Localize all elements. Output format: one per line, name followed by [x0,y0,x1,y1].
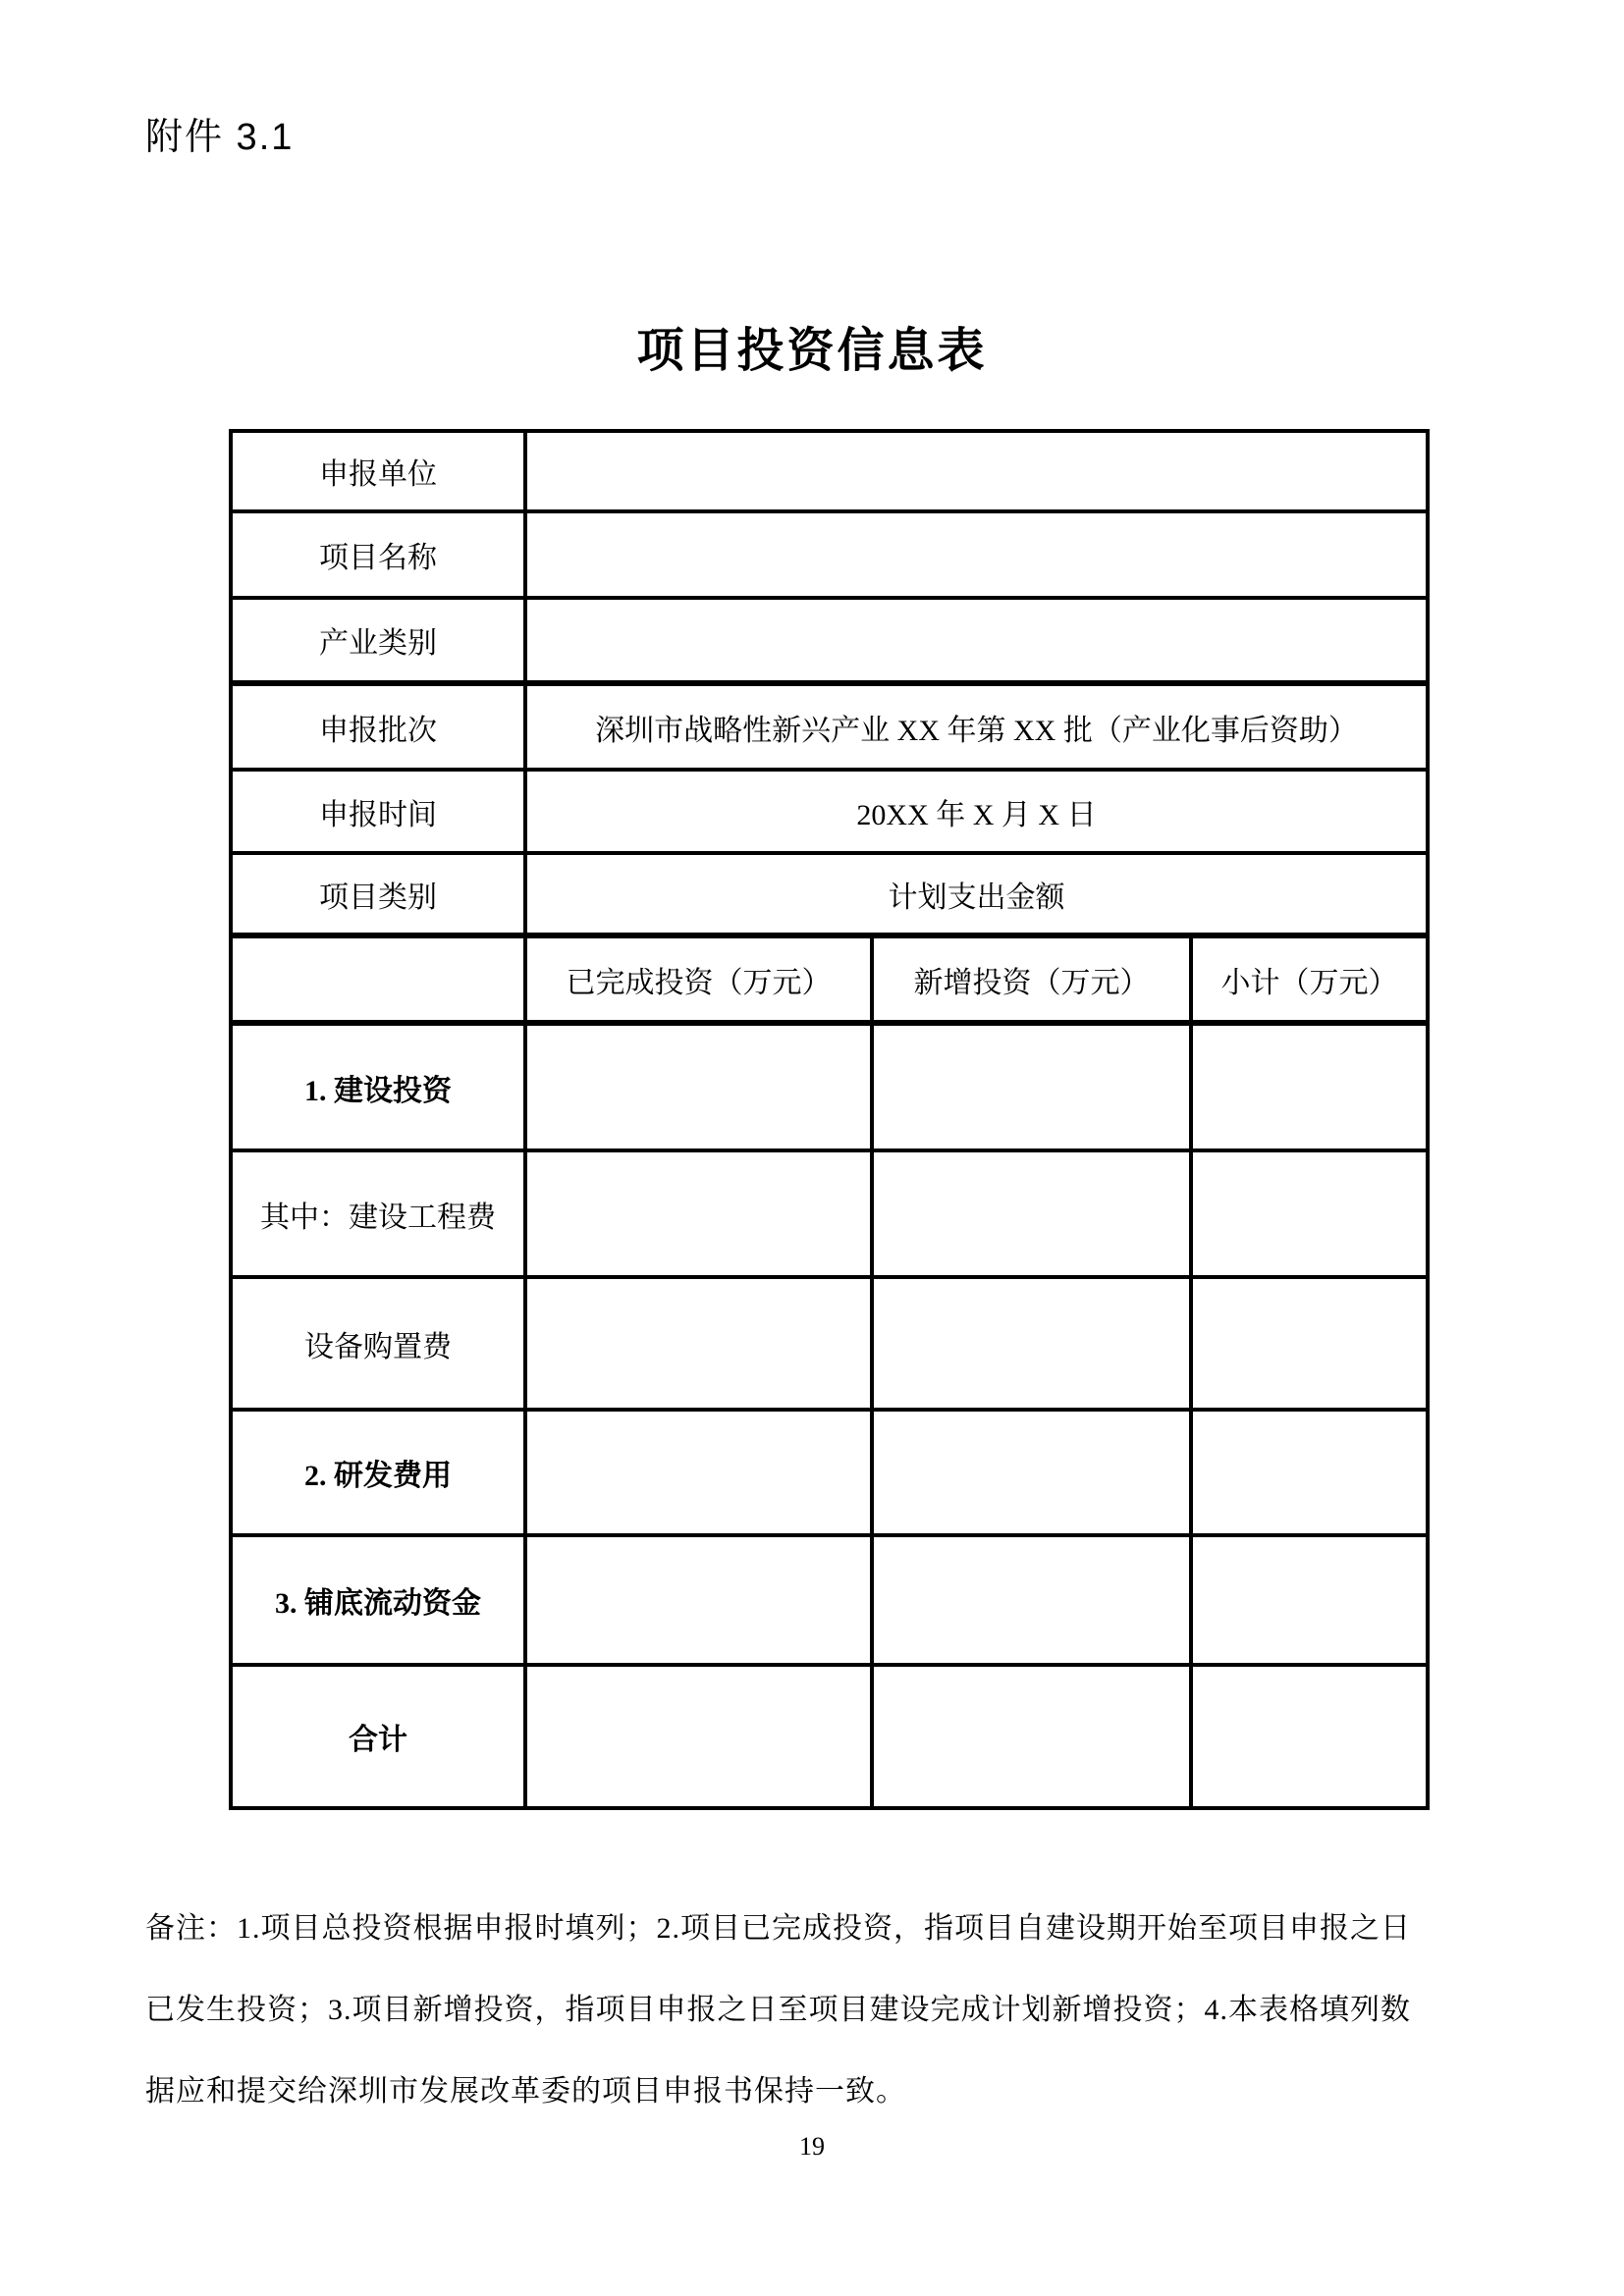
field-label-project-name: 项目名称 [231,511,525,598]
page-number: 19 [799,2132,825,2161]
field-value-declaration-time: 20XX 年 X 月 X 日 [525,770,1428,853]
cell-equipment-subtotal [1191,1277,1428,1410]
cell-equipment-new [872,1277,1191,1410]
field-label-declaring-unit: 申报单位 [231,431,525,511]
attachment-label: 附件 3.1 [145,117,295,158]
row-label-construction-engineering-fee: 其中：建设工程费 [231,1150,525,1277]
field-value-declaring-unit [525,431,1428,511]
cell-engineering-completed [525,1150,872,1277]
table-row [231,1277,1428,1410]
cell-working-capital-completed [525,1535,872,1665]
field-value-declaration-batch: 深圳市战略性新兴产业 XX 年第 XX 批（产业化事后资助） [525,683,1428,770]
field-value-project-name [525,511,1428,598]
field-value-project-category: 计划支出金额 [525,853,1428,935]
cell-construction-new [872,1023,1191,1150]
table-row [231,1410,1428,1535]
cell-engineering-new [872,1150,1191,1277]
column-header-new-investment: 新增投资（万元） [872,935,1191,1023]
table-row [231,431,1428,511]
table-row [231,511,1428,598]
page-title: 项目投资信息表 [636,325,988,377]
field-label-declaration-batch: 申报批次 [231,683,525,770]
column-header-subtotal: 小计（万元） [1191,935,1428,1023]
cell-working-capital-new [872,1535,1191,1665]
cell-rd-new [872,1410,1191,1535]
table-row [231,853,1428,935]
row-label-initial-working-capital: 3. 铺底流动资金 [231,1535,525,1665]
cell-construction-completed [525,1023,872,1150]
row-label-equipment-purchase-fee: 设备购置费 [231,1277,525,1410]
table-row [231,770,1428,853]
table-row [231,1023,1428,1150]
table-row [231,683,1428,770]
remarks-line-3: 据应和提交给深圳市发展改革委的项目申报书保持一致。 [145,2075,906,2108]
cell-construction-subtotal [1191,1023,1428,1150]
cell-engineering-subtotal [1191,1150,1428,1277]
remarks-block [145,1888,1451,2132]
cell-working-capital-subtotal [1191,1535,1428,1665]
header-empty-cell [231,935,525,1023]
cell-rd-completed [525,1410,872,1535]
field-label-industry-category: 产业类别 [231,598,525,683]
field-value-industry-category [525,598,1428,683]
table-row [231,598,1428,683]
remarks-line-2: 已发生投资；3.项目新增投资，指项目申报之日至项目建设完成计划新增投资；4.本表格填列数 [145,1994,1411,2026]
field-label-declaration-time: 申报时间 [231,770,525,853]
table-row [231,1150,1428,1277]
cell-rd-subtotal [1191,1410,1428,1535]
cell-equipment-completed [525,1277,872,1410]
table-row [231,1535,1428,1665]
table-header-row [231,935,1428,1023]
cell-total-completed [525,1665,872,1808]
row-label-rd-expenses: 2. 研发费用 [231,1410,525,1535]
investment-info-table [229,429,1430,1810]
remarks-line-1: 备注：1.项目总投资根据申报时填列；2.项目已完成投资，指项目自建设期开始至项目申报之日 [145,1912,1411,1945]
row-label-construction-investment: 1. 建设投资 [231,1023,525,1150]
table-row [231,1665,1428,1808]
row-label-total: 合计 [231,1665,525,1808]
column-header-completed-investment: 已完成投资（万元） [525,935,872,1023]
cell-total-new [872,1665,1191,1808]
cell-total-subtotal [1191,1665,1428,1808]
field-label-project-category: 项目类别 [231,853,525,935]
